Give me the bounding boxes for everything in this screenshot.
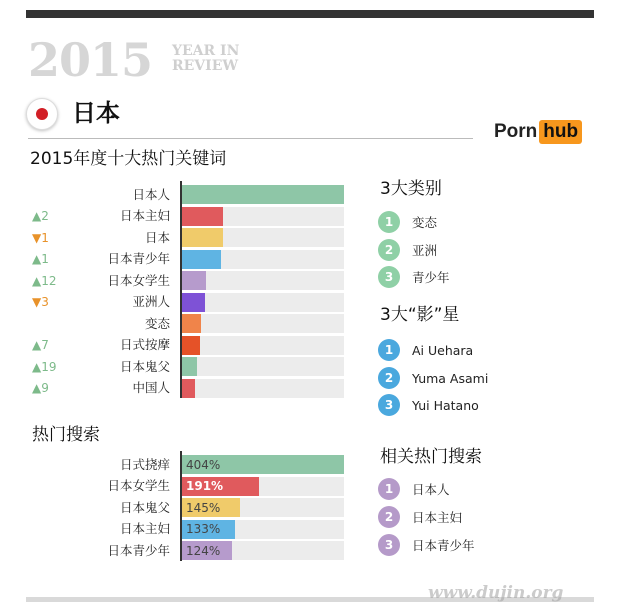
rank-badge: 3 <box>378 394 400 416</box>
bar <box>182 250 221 269</box>
bar <box>182 314 201 333</box>
rank-badge: 3 <box>378 534 400 556</box>
bar-track <box>182 379 344 398</box>
categories-title: 3大类别 <box>380 179 442 199</box>
category-label: 中国人 <box>132 380 170 395</box>
bar <box>182 293 205 312</box>
japan-flag-icon <box>26 98 58 130</box>
data-label: 404% <box>186 457 221 472</box>
stars-title: 3大“影”星 <box>380 305 460 325</box>
related-title: 相关热门搜索 <box>380 447 482 467</box>
category-item <box>378 210 437 234</box>
rank-change-label: ▲1 <box>32 252 49 266</box>
star-label: Yuma Asami <box>412 370 489 386</box>
year-in-review-line2: REVIEW <box>172 58 239 74</box>
category-label: 日本鬼父 <box>119 358 170 374</box>
rank-badge: 3 <box>378 266 400 288</box>
rank-badge: 1 <box>378 339 400 361</box>
star-label: Yui Hatano <box>412 397 479 413</box>
bar <box>182 336 200 355</box>
related-label: 日本主妇 <box>412 510 463 525</box>
category-label: 亚洲 <box>412 243 438 258</box>
category-label: 日本人 <box>132 186 170 202</box>
category-label: 日本鬼父 <box>119 499 170 515</box>
bar <box>182 185 344 204</box>
top-bar <box>26 10 594 18</box>
category-label: 日本主妇 <box>119 208 170 223</box>
bar <box>182 379 195 398</box>
related-item <box>378 477 450 501</box>
logo-text-part1: Porn <box>494 121 538 142</box>
category-label: 变态 <box>144 315 170 331</box>
rank-badge: 1 <box>378 478 400 500</box>
rank-change-label: ▲9 <box>32 381 49 395</box>
bar-track <box>182 336 344 355</box>
rank-change-label: ▲19 <box>32 359 57 374</box>
bar <box>182 271 206 290</box>
star-item <box>378 338 473 362</box>
rank-change-label: ▼3 <box>32 295 49 309</box>
rank-badge: 2 <box>378 239 400 261</box>
data-label: 191% <box>186 479 224 494</box>
year-in-review-label <box>172 44 239 74</box>
related-item <box>378 505 462 529</box>
category-label: 日本青少年 <box>107 542 170 558</box>
rank-change-label: ▲12 <box>32 273 57 288</box>
data-label: 133% <box>186 522 221 537</box>
rank-change-label: ▲2 <box>32 209 49 223</box>
year-heading: 2015 <box>28 33 153 87</box>
related-label: 日本青少年 <box>412 538 475 553</box>
bar-track <box>182 314 344 333</box>
rank-change-label: ▲7 <box>32 338 49 352</box>
bar <box>182 228 223 247</box>
related-item <box>378 533 475 557</box>
category-item <box>378 265 450 289</box>
star-label: Ai Uehara <box>412 342 474 358</box>
related-label: 日本人 <box>412 482 450 497</box>
category-item <box>378 238 437 262</box>
rank-badge: 1 <box>378 211 400 233</box>
country-title: 日本 <box>72 99 120 127</box>
searches-chart-title: 热门搜索 <box>32 425 100 445</box>
category-label: 日式按摩 <box>119 337 170 352</box>
star-item <box>378 393 479 417</box>
category-label: 日本女学生 <box>107 478 170 494</box>
data-label: 124% <box>186 543 221 558</box>
bar <box>182 357 197 376</box>
category-label: 日本主妇 <box>119 521 170 537</box>
bar-track <box>182 293 344 312</box>
category-label: 亚洲人 <box>132 294 170 309</box>
category-label: 日本 <box>144 229 170 245</box>
keywords-chart-title: 2015年度十大热门关键词 <box>30 149 227 169</box>
category-label: 日本女学生 <box>107 272 170 288</box>
watermark: www.dujin.org <box>428 583 564 603</box>
star-item <box>378 366 488 390</box>
header-divider <box>28 138 473 139</box>
bar-track <box>182 271 344 290</box>
bar-track <box>182 357 344 376</box>
rank-badge: 2 <box>378 367 400 389</box>
year-in-review-line1: YEAR IN <box>172 43 240 59</box>
rank-change-label: ▼1 <box>32 230 49 245</box>
category-label: 日本青少年 <box>107 251 170 266</box>
brand-logo <box>494 120 582 144</box>
logo-text-part2: hub <box>539 120 582 144</box>
rank-badge: 2 <box>378 506 400 528</box>
category-label: 变态 <box>412 215 438 230</box>
data-label: 145% <box>186 500 221 515</box>
category-label: 青少年 <box>412 270 450 285</box>
bar <box>182 207 223 226</box>
category-label: 日式挠痒 <box>119 456 170 472</box>
